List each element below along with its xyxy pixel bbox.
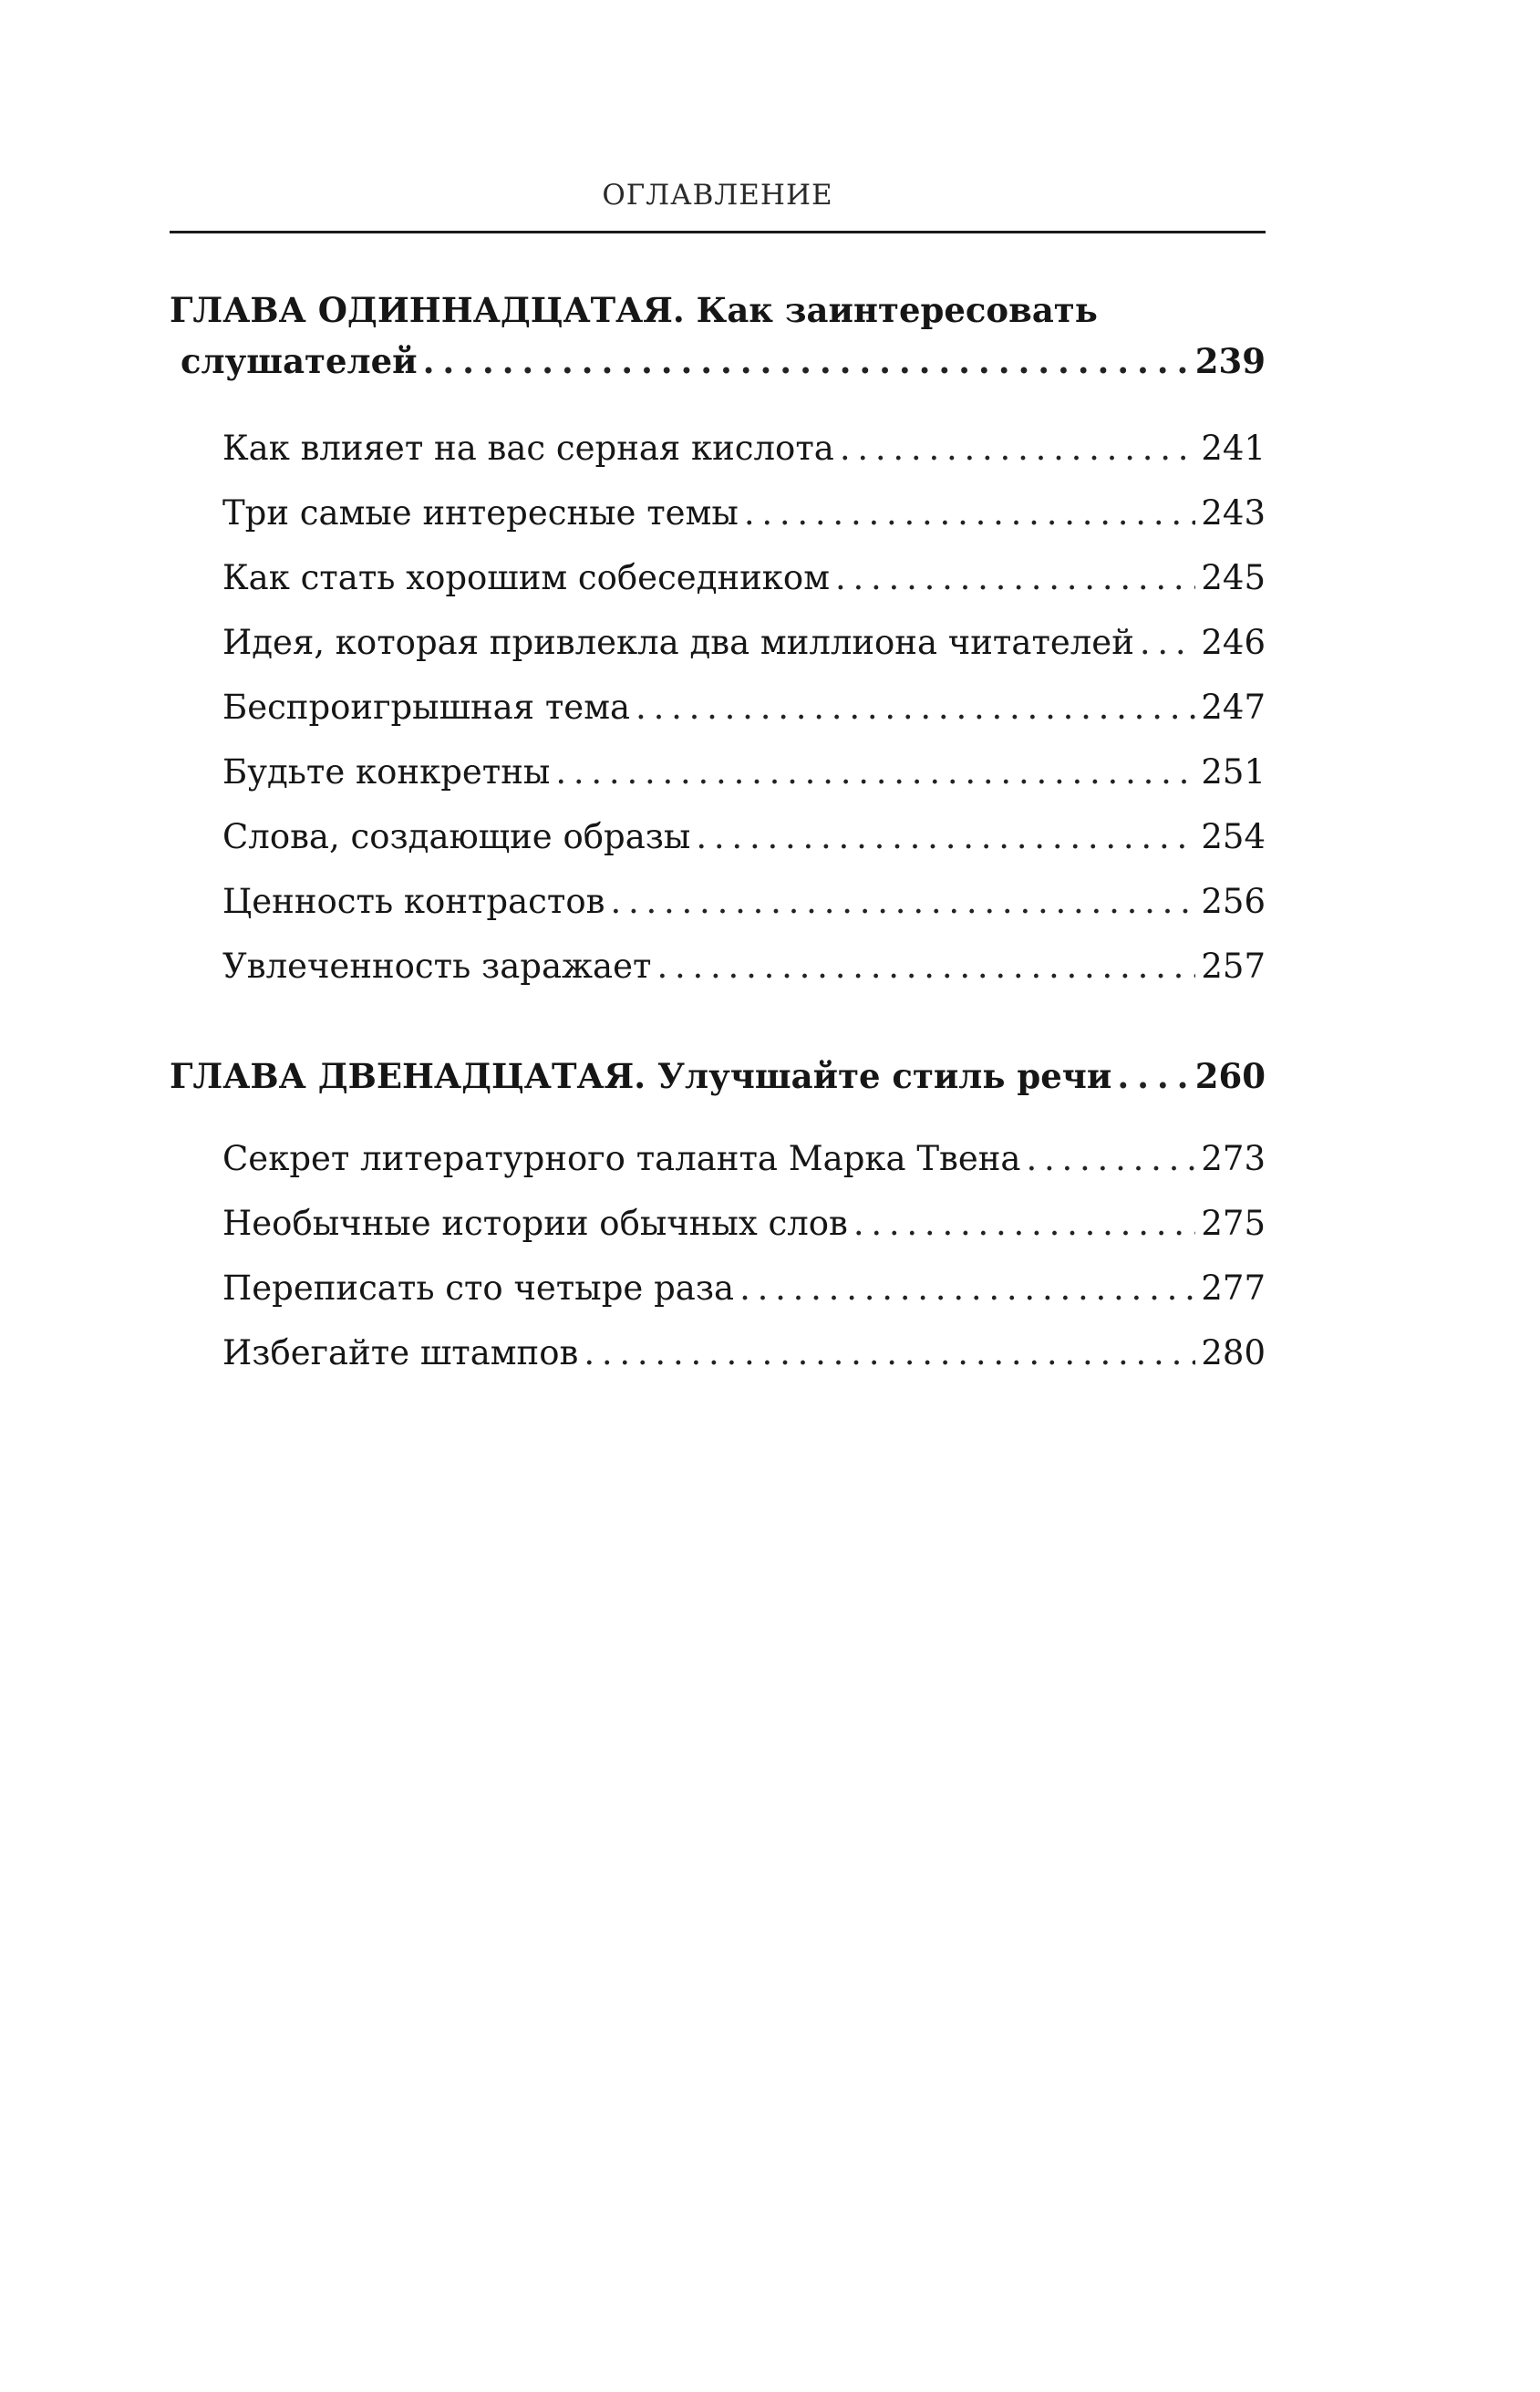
dot-leader	[584, 1333, 1195, 1372]
dot-leader	[840, 429, 1196, 468]
toc-entry[interactable]	[170, 610, 1266, 675]
toc-entry[interactable]	[170, 416, 1266, 481]
entry-title: Секрет литературного таланта Марка Твена	[222, 1139, 1021, 1178]
entry-title: Как влияет на вас серная кислота	[222, 429, 834, 468]
dot-leader	[610, 882, 1195, 921]
chapter-title-continuation: слушателей	[181, 341, 418, 381]
entry-page-number: 251	[1201, 752, 1266, 792]
entry-page-number: 243	[1201, 493, 1266, 533]
toc-entry[interactable]	[170, 1191, 1266, 1256]
toc-entry[interactable]	[170, 545, 1266, 610]
entry-page-number: 245	[1201, 558, 1266, 597]
entry-page-number: 254	[1201, 817, 1266, 856]
dot-leader	[1117, 1056, 1189, 1096]
chapter-title-line[interactable]: ГЛАВА ОДИННАДЦАТАЯ. Как заинтересовать	[170, 290, 1098, 330]
entry-title: Увлеченность заражает	[222, 947, 652, 986]
entry-title: Будьте конкретны	[222, 752, 551, 792]
toc-entry[interactable]	[170, 1256, 1266, 1320]
entry-page-number: 273	[1201, 1139, 1266, 1178]
entry-page-number: 246	[1201, 623, 1266, 662]
entry-title: Избегайте штампов	[222, 1333, 579, 1372]
entry-title: Идея, которая привлекла два миллиона читателей	[222, 623, 1134, 662]
toc-entry[interactable]	[170, 481, 1266, 545]
chapter-twelve-entries	[170, 1126, 1266, 1385]
entry-title: Слова, создающие образы	[222, 817, 691, 856]
chapter-page-number: 239	[1194, 341, 1266, 381]
dot-leader	[555, 752, 1195, 792]
chapter-eleven-entries	[170, 416, 1266, 999]
toc-entry[interactable]	[170, 675, 1266, 740]
chapter-twelve	[170, 1051, 1266, 1102]
chapter-page-number: 260	[1194, 1056, 1266, 1096]
toc-page	[170, 0, 1266, 2392]
dot-leader	[835, 558, 1195, 597]
chapter-title: ГЛАВА ДВЕНАДЦАТАЯ. Улучшайте стиль речи	[170, 1056, 1112, 1096]
entry-title: Переписать сто четыре раза	[222, 1268, 735, 1308]
entry-page-number: 256	[1201, 882, 1266, 921]
dot-leader	[636, 688, 1195, 727]
dot-leader	[696, 817, 1195, 856]
chapter-title-line-2[interactable]	[170, 336, 1266, 387]
entry-title: Необычные истории обычных слов	[222, 1204, 848, 1243]
entry-page-number: 247	[1201, 688, 1266, 727]
chapter-eleven	[170, 285, 1266, 387]
dot-leader	[853, 1204, 1196, 1243]
entry-page-number: 241	[1201, 429, 1266, 468]
toc-entry[interactable]	[170, 1320, 1266, 1385]
entry-page-number: 277	[1201, 1268, 1266, 1308]
dot-leader	[423, 341, 1190, 381]
entry-title: Беспроигрышная тема	[222, 688, 631, 727]
toc-entry[interactable]	[170, 869, 1266, 934]
toc-entry[interactable]	[170, 934, 1266, 999]
toc-entry[interactable]	[170, 1126, 1266, 1191]
dot-leader	[1140, 623, 1196, 662]
running-head: ОГЛАВЛЕНИЕ	[602, 179, 833, 212]
dot-leader	[656, 947, 1195, 986]
dot-leader	[744, 493, 1196, 533]
toc-entry[interactable]	[170, 804, 1266, 869]
entry-page-number: 280	[1201, 1333, 1266, 1372]
toc-entry[interactable]	[170, 740, 1266, 804]
entry-page-number: 275	[1201, 1204, 1266, 1243]
entry-title: Три самые интересные темы	[222, 493, 739, 533]
entry-title: Как стать хорошим собеседником	[222, 558, 830, 597]
header-rule	[170, 231, 1266, 233]
dot-leader	[1026, 1139, 1195, 1178]
chapter-title-line[interactable]	[170, 1051, 1266, 1102]
entry-page-number: 257	[1201, 947, 1266, 986]
dot-leader	[739, 1268, 1195, 1308]
entry-title: Ценность контрастов	[222, 882, 605, 921]
